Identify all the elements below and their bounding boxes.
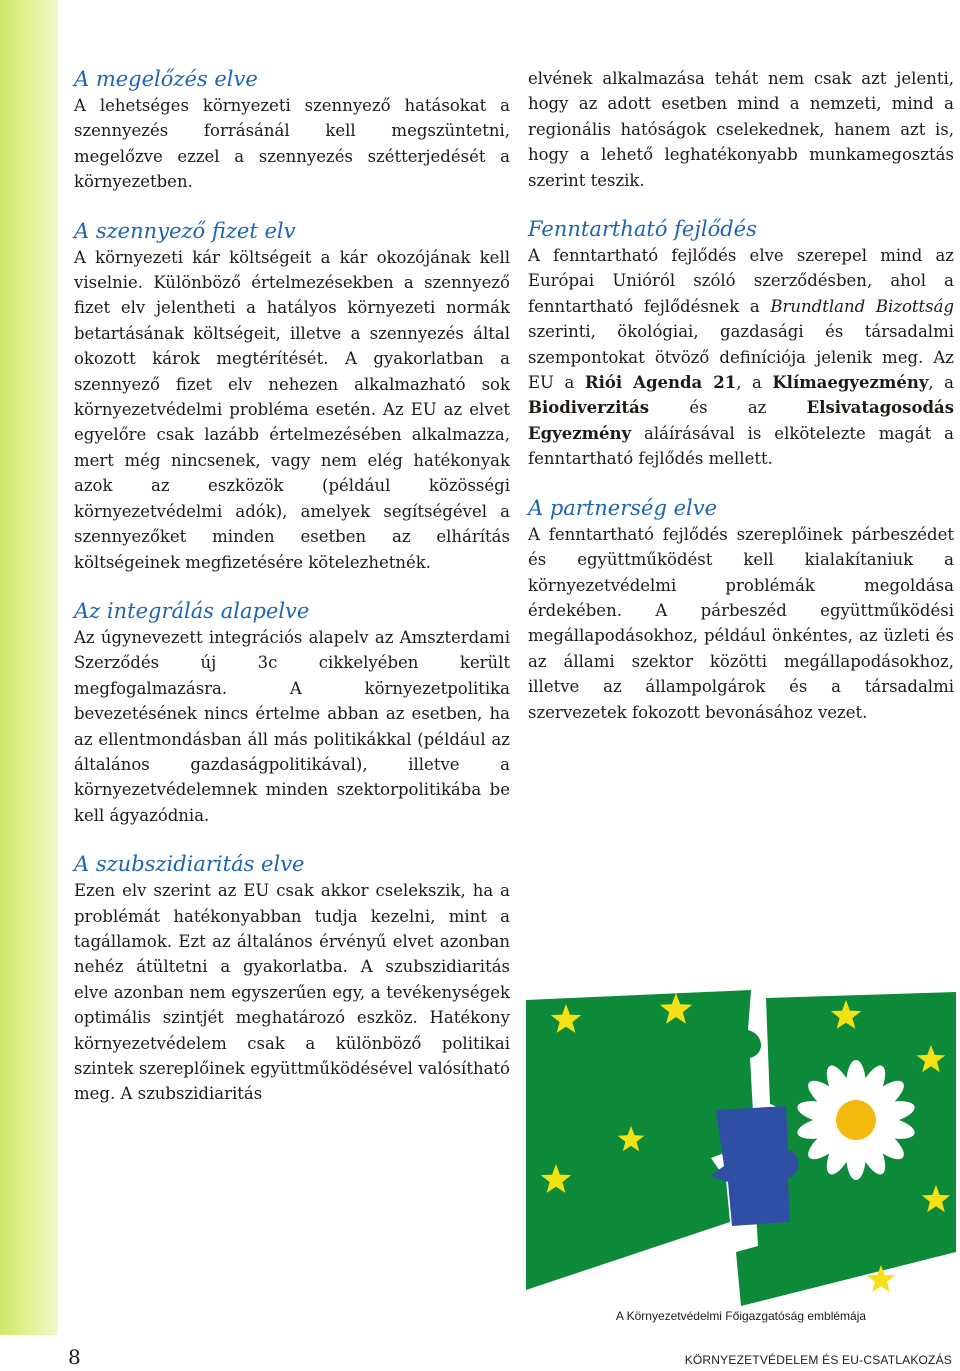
brundtland-term: Brundtland Bizottság — [770, 296, 955, 316]
running-footer-title: KÖRNYEZETVÉDELEM ÉS EU-CSATLAKOZÁS — [684, 1353, 952, 1367]
emblem-graphic — [526, 990, 956, 1306]
klimaegyezmeny-term: Klímaegyezmény — [772, 373, 929, 393]
text-continuation: elvének alkalmazása tehát nem csak azt jelenti, hogy az adott esetben mind a nemzeti, mind a regionális hatóságok cselekednek, hanem azt is, hogy a lehető leghatékonyabb munkamegosztás szerint teszik. — [528, 69, 954, 190]
daisy-center — [836, 1100, 876, 1140]
text-run: , a — [736, 373, 773, 393]
text-run: és az — [649, 398, 807, 418]
heading-partnerseg: A partnerség elve — [528, 495, 718, 520]
heading-szennyezo-fizet: A szennyező fizet elv — [74, 218, 296, 243]
page-number: 8 — [68, 1345, 81, 1369]
heading-szubszidiaritas: A szubszidiaritás elve — [74, 852, 305, 877]
text-szubszidiaritas: Ezen elv szerint az EU csak akkor cselekszik, ha a problémát hatékonyabban tudja kezelni, mint a tagállamok. Ezt az általános érvényű elvet azonban nehéz átültetni a gyakorlatba. A szubszidiaritás elve azonban nem egyszerűen egy, a tevékenységek optimális szintjét meghatározó eszköz. Hatékony környezetvédelem csak a különböző politikai szintek szereplőinek együttműködésével valósítható meg. A szubszidiaritás — [74, 881, 510, 1104]
section-continuation — [528, 66, 954, 193]
rio-agenda-term: Riói Agenda 21 — [584, 373, 737, 393]
text-run: A fenntartható fejlődés elve szerepel mind az Európai Unióról szóló szerződésben, ahol a fenntartható fejlődésnek a — [528, 246, 954, 316]
elsivatagosodas-term: Elsivatagosodás Egyezmény — [528, 398, 954, 443]
text-run: aláírásával is elkötelezte magát a fenntartható fejlődés mellett. — [528, 423, 954, 469]
biodiverzitas-term: Biodiverzitás — [528, 398, 650, 418]
text-szennyezo-fizet: A környezeti kár költségeit a kár okozójának kell viselnie. Különböző értelmezésekben a szennyező fizet elv jelentheti a hatályos környezeti normák betartásának költségeit, illetve a szennyezés által okozott károk megtérítését. A gyakorlatban a szennyező fizet elv nehezen alkalmazható sok környezetvédelmi probléma esetén. Az EU az elvet egyelőre csak lazább értelmezésében alkalmazza, mert még nincsenek, vagy nem elég hatékonyak azok az eszközök (például közösségi környezetvédelmi adók), amelyek segítségével a szennyezőket minden esetben az elhárítás költségeinek megfizetésére kötelezhetnék. — [74, 247, 510, 572]
section-integralas — [74, 598, 510, 828]
left-column — [74, 66, 510, 1130]
heading-megelozes: A megelőzés elve — [74, 67, 258, 91]
text-integralas: Az úgynevezett integrációs alapelv az Amszterdami Szerződés új 3c cikkelyében került megfogalmazásra. A környezetpolitika bevezetésének nincs értelme abban az esetben, ha az ellentmondásban áll más politikákkal (például az általános gazdaságpolitikával), illetve a környezetvédelemnek minden szektorpolitikába be kell ágyazódnia. — [74, 627, 510, 825]
text-partnerseg: A fenntartható fejlődés szereplőinek párbeszédet és együttműködést kell kialakítaniuk a környezetvédelmi problémák megoldása érdekében. A párbeszéd együttműködési megállapodásokhoz, például önkéntes, az üzleti és az állami szektor közötti megállapodásokhoz, illetve az állampolgárok és a társadalmi szervezetek fokozott bevonásához vezet. — [528, 524, 954, 722]
emblem-caption: A Környezetvédelmi Főigazgatóság emblémája — [615, 1309, 867, 1323]
dg-environment-emblem — [526, 990, 956, 1306]
left-margin-band — [0, 0, 58, 1335]
heading-integralas: Az integrálás alapelve — [74, 598, 310, 623]
right-column — [528, 66, 954, 748]
heading-fenntarthato: Fenntartható fejlődés — [528, 217, 757, 242]
section-szennyezo-fizet — [74, 218, 510, 575]
section-megelozes — [74, 66, 510, 195]
section-fenntarthato — [528, 216, 954, 472]
text-run: szerinti, ökológiai, gazdasági és társadalmi szempontokat ötvöző definíciója jelenik meg. Az EU a — [528, 322, 954, 393]
text-run: , a — [928, 373, 955, 393]
text-fenntarthato — [528, 243, 954, 472]
section-partnerseg — [528, 495, 954, 725]
text-megelozes: A lehetséges környezeti szennyező hatásokat a szennyezés forrásánál kell megszüntetni, megelőzve ezzel a szennyezés szétterjedését a környezetben. — [74, 96, 510, 192]
section-szubszidiaritas — [74, 851, 510, 1107]
